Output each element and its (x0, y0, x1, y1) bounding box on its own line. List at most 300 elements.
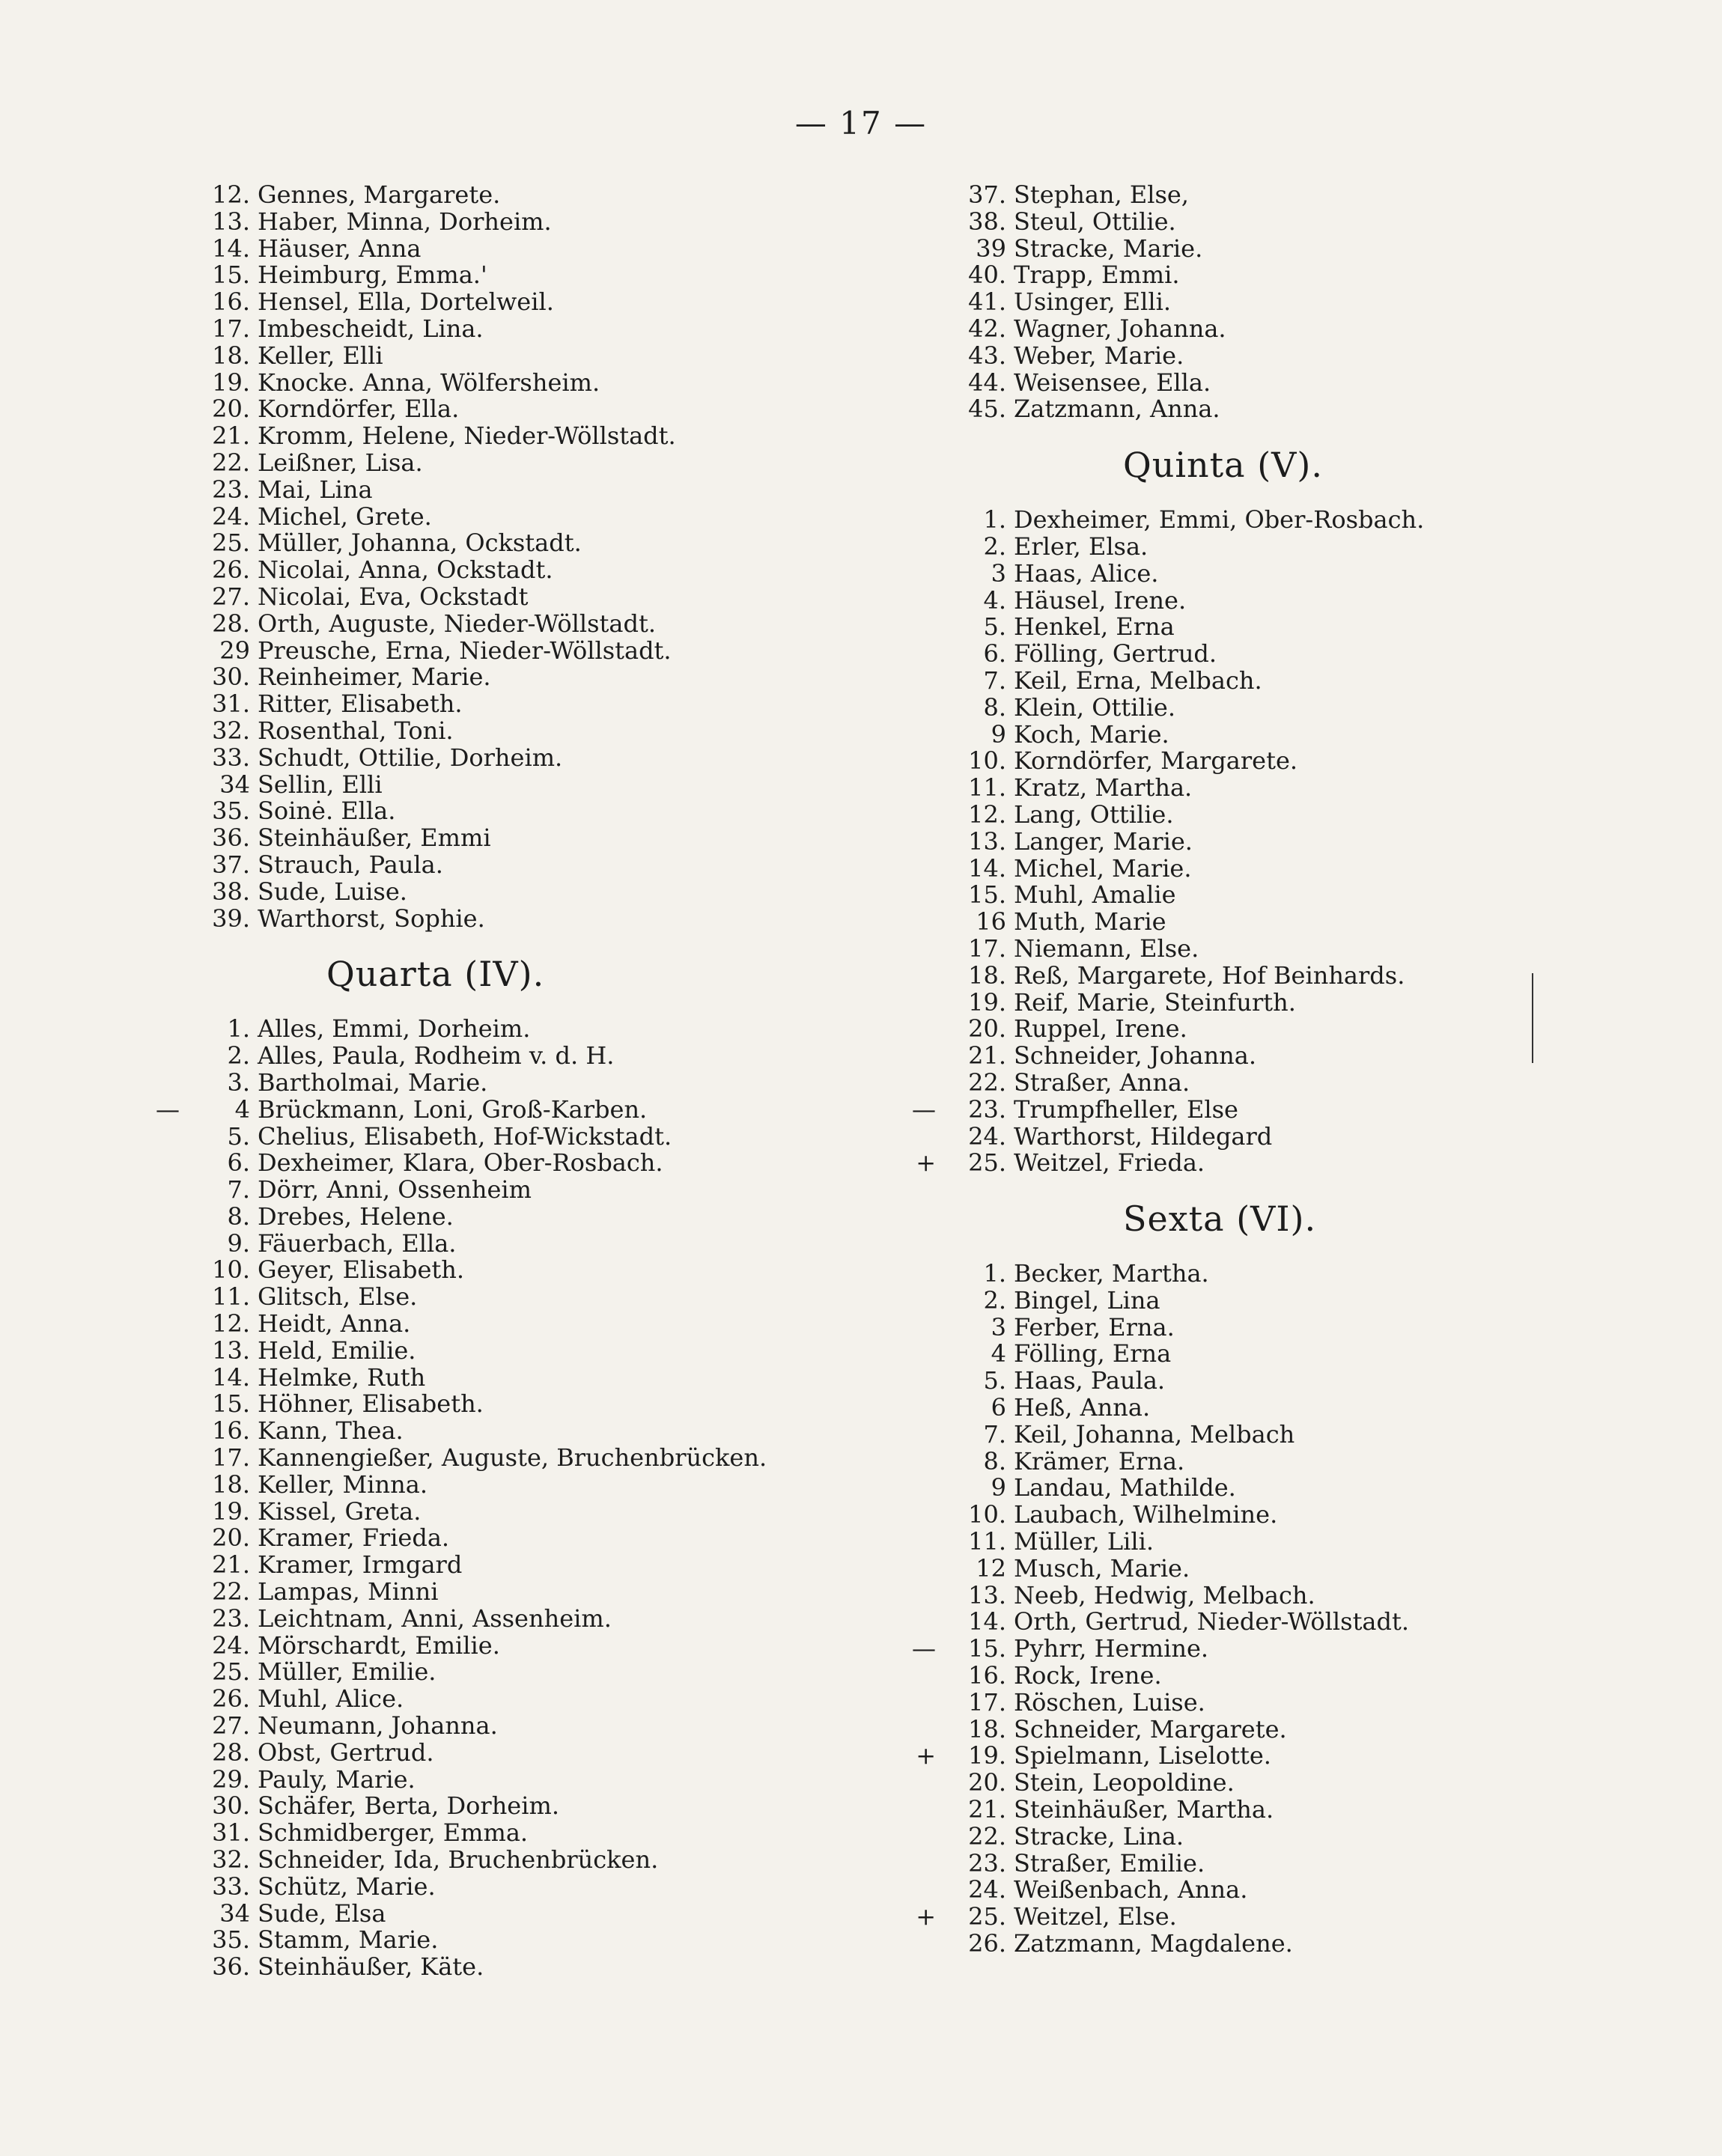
list-item (150, 798, 883, 825)
entry-number: 6 (991, 1393, 1006, 1422)
list-item (906, 1529, 1655, 1556)
entry-name: Schäfer, Berta, Dorheim. (258, 1791, 559, 1821)
entry-name: Langer, Marie. (1014, 826, 1193, 856)
entry-number: 23. (212, 475, 250, 504)
entry-number: 27. (212, 582, 250, 611)
entry-name: Heimburg, Emma.' (258, 261, 487, 290)
entry-name: Dörr, Anni, Ossenheim (258, 1175, 532, 1205)
list-item (906, 936, 1655, 963)
entry-number: 28. (212, 609, 250, 638)
entry-name: Warthorst, Sophie. (258, 904, 485, 933)
entry-name: Leichtnam, Anni, Assenheim. (258, 1604, 612, 1633)
entry-name: Stamm, Marie. (258, 1925, 439, 1955)
entry-name: Heß, Anna. (1014, 1393, 1151, 1422)
list-item (150, 1874, 883, 1901)
entry-number: 23. (968, 1848, 1006, 1878)
list-item (150, 1094, 883, 1124)
list-item (150, 530, 883, 557)
list-item (150, 343, 883, 370)
entry-name: Haas, Paula. (1014, 1366, 1166, 1395)
entry-name: Michel, Marie. (1014, 853, 1192, 883)
list-item (906, 209, 1655, 236)
list-item (150, 1496, 883, 1526)
list-item (906, 1553, 1655, 1583)
list-item (906, 802, 1655, 829)
list-item (150, 450, 883, 477)
entry-name: Schneider, Johanna. (1014, 1041, 1257, 1071)
entry-name: Ruppel, Irene. (1014, 1014, 1187, 1044)
entry-number: 4. (983, 585, 1006, 615)
entry-number: 19. (212, 1496, 250, 1526)
list-item (906, 1502, 1655, 1529)
entry-number: 40. (968, 261, 1006, 290)
entry-name: Imbescheidt, Lina. (258, 314, 484, 343)
list-item (906, 1016, 1655, 1043)
entry-name: Reß, Margarete, Hof Beinhards. (1014, 960, 1405, 990)
list-item (906, 987, 1655, 1017)
entry-number: 3 (991, 1312, 1006, 1342)
entry-name: Sellin, Elli (258, 770, 383, 799)
entry-name: Steinhäußer, Käte. (258, 1952, 484, 1982)
list-item (150, 772, 883, 799)
entry-name: Becker, Martha. (1014, 1259, 1209, 1288)
entry-mark: + (916, 1902, 936, 1931)
entry-number: 34 (219, 1898, 250, 1928)
list-item (906, 1446, 1655, 1476)
entry-number: 15. (968, 1634, 1006, 1663)
entry-mark: + (916, 1148, 936, 1178)
entry-name: Glitsch, Else. (258, 1282, 418, 1312)
entry-number: 21. (968, 1795, 1006, 1824)
entry-number: 29. (212, 1764, 250, 1794)
list-item (150, 1847, 883, 1874)
entry-name: Laubach, Wilhelmine. (1014, 1500, 1278, 1529)
list-item (906, 748, 1655, 775)
list-item (906, 316, 1655, 343)
entry-number: 10. (212, 1255, 250, 1285)
entry-name: Geyer, Elisabeth. (258, 1255, 465, 1285)
entry-name: Keller, Elli (258, 341, 383, 370)
list-item (906, 668, 1655, 695)
left-column (150, 182, 883, 1981)
entry-name: Zatzmann, Magdalene. (1014, 1929, 1293, 1958)
entry-number: 11. (968, 773, 1006, 803)
list-item (150, 1793, 883, 1820)
entry-number: 23. (212, 1604, 250, 1633)
list-item (150, 1579, 883, 1606)
entry-name: Schneider, Ida, Bruchenbrücken. (258, 1845, 659, 1875)
list-item (150, 1257, 883, 1284)
list-item (906, 507, 1655, 534)
list-item (150, 1418, 883, 1445)
entry-number: 12 (976, 1553, 1006, 1583)
entry-name: Niemann, Else. (1014, 934, 1199, 963)
list-item (906, 1043, 1655, 1070)
list-item (906, 1475, 1655, 1502)
entry-number: 1. (983, 1259, 1006, 1288)
entry-number: 26. (212, 1684, 250, 1714)
list-item (150, 182, 883, 209)
list-item (150, 209, 883, 236)
list-item (906, 1150, 1655, 1177)
list-item (906, 1687, 1655, 1717)
entry-name: Höhner, Elisabeth. (258, 1389, 484, 1419)
entry-number: 22. (212, 448, 250, 477)
list-item (150, 1016, 883, 1043)
right-column (906, 182, 1655, 1958)
list-item (150, 1686, 883, 1713)
entry-name: Kannengießer, Auguste, Bruchenbrücken. (258, 1443, 767, 1473)
entry-name: Muhl, Alice. (258, 1684, 404, 1714)
entry-name: Strauch, Paula. (258, 850, 443, 879)
entry-mark: — (912, 1634, 936, 1663)
list-item (150, 316, 883, 343)
entry-number: 34 (219, 770, 250, 799)
list-item (906, 370, 1655, 397)
list-item (150, 1177, 883, 1204)
entry-number: 15. (212, 1389, 250, 1419)
entry-number: 25. (212, 1657, 250, 1687)
list-item (150, 289, 883, 316)
list-item (906, 1261, 1655, 1288)
list-item (906, 1070, 1655, 1097)
entry-name: Nicolai, Eva, Ockstadt (258, 582, 529, 611)
entry-name: Steinhäußer, Emmi (258, 823, 491, 853)
entry-number: 1. (983, 505, 1006, 535)
entry-mark: + (916, 1741, 936, 1770)
entry-name: Alles, Paula, Rodheim v. d. H. (258, 1041, 615, 1071)
list-item (906, 182, 1655, 209)
entry-name: Orth, Gertrud, Nieder-Wöllstadt. (1014, 1607, 1410, 1636)
list-item (906, 558, 1655, 588)
entry-number: 11. (212, 1282, 250, 1312)
list-item (150, 1927, 883, 1954)
entry-number: 42. (968, 314, 1006, 343)
entry-number: 8. (983, 692, 1006, 722)
entry-name: Straßer, Anna. (1014, 1068, 1190, 1097)
student-list-continued-right (906, 182, 1655, 423)
list-item (150, 638, 883, 665)
entry-number: 36. (212, 1952, 250, 1982)
entry-name: Keller, Minna. (258, 1470, 428, 1499)
entry-name: Trapp, Emmi. (1014, 261, 1180, 290)
entry-name: Krämer, Erna. (1014, 1446, 1185, 1476)
list-item (150, 1764, 883, 1794)
list-item (906, 236, 1655, 263)
entry-name: Henkel, Erna (1014, 612, 1175, 642)
entry-name: Steul, Ottilie. (1014, 207, 1176, 236)
entry-number: 17. (212, 1443, 250, 1473)
entry-number: 24. (212, 502, 250, 531)
entry-number: 20. (212, 1523, 250, 1553)
list-item (150, 1338, 883, 1365)
entry-name: Dexheimer, Klara, Ober-Rosbach. (258, 1148, 663, 1178)
list-item (150, 1070, 883, 1097)
entry-name: Drebes, Helene. (258, 1202, 454, 1231)
list-item (150, 584, 883, 611)
entry-number: 9 (991, 719, 1006, 749)
list-item (906, 719, 1655, 749)
entry-name: Schmidberger, Emma. (258, 1818, 529, 1848)
entry-name: Dexheimer, Emmi, Ober-Rosbach. (1014, 505, 1425, 535)
list-item (906, 909, 1655, 936)
list-item (906, 1848, 1655, 1878)
list-item (906, 343, 1655, 370)
entry-name: Wagner, Johanna. (1014, 314, 1226, 343)
list-item (150, 745, 883, 772)
list-item (906, 396, 1655, 423)
entry-number: 17. (212, 314, 250, 343)
entry-number: 20. (968, 1014, 1006, 1044)
entry-name: Häuser, Anna (258, 234, 422, 263)
list-item (150, 396, 883, 423)
entry-number: 18. (968, 1714, 1006, 1744)
entry-name: Müller, Lili. (1014, 1527, 1154, 1556)
list-item (150, 879, 883, 906)
entry-number: 22. (968, 1068, 1006, 1097)
entry-number: 37. (212, 850, 250, 879)
list-item (906, 1395, 1655, 1422)
entry-number: 38. (968, 207, 1006, 236)
list-item (906, 1904, 1655, 1931)
entry-number: 4 (234, 1094, 250, 1124)
entry-number: 26. (212, 555, 250, 585)
entry-name: Chelius, Elisabeth, Hof-Wickstadt. (258, 1121, 672, 1151)
entry-number: 35. (212, 797, 250, 826)
entry-name: Gennes, Margarete. (258, 180, 501, 209)
list-item (906, 585, 1655, 615)
list-item (150, 1525, 883, 1552)
entry-name: Preusche, Erna, Nieder-Wöllstadt. (258, 636, 672, 665)
entry-name: Keil, Erna, Melbach. (1014, 666, 1262, 695)
entry-number: 7. (983, 1419, 1006, 1449)
entry-name: Rock, Irene. (1014, 1661, 1162, 1690)
entry-name: Schneider, Margarete. (1014, 1714, 1287, 1744)
entry-number: 25. (968, 1902, 1006, 1931)
entry-name: Weisensee, Ella. (1014, 368, 1211, 397)
entry-name: Leißner, Lisa. (258, 448, 423, 477)
entry-name: Spielmann, Liselotte. (1014, 1741, 1271, 1770)
entry-number: 24. (968, 1121, 1006, 1151)
list-item (906, 692, 1655, 722)
entry-number: 19. (968, 1741, 1006, 1770)
entry-name: Stracke, Marie. (1014, 234, 1203, 263)
list-item (150, 906, 883, 933)
list-item (150, 1284, 883, 1311)
list-item (906, 1285, 1655, 1315)
entry-number: 39. (212, 904, 250, 933)
entry-number: 2. (227, 1041, 250, 1071)
entry-number: 36. (212, 823, 250, 853)
entry-number: 23. (968, 1094, 1006, 1124)
entry-number: 37. (968, 180, 1006, 209)
list-item (150, 691, 883, 718)
list-item (150, 1150, 883, 1177)
entry-number: 43. (968, 341, 1006, 370)
list-item (150, 1552, 883, 1579)
list-item (906, 1663, 1655, 1690)
entry-number: 26. (968, 1929, 1006, 1958)
entry-number: 19. (968, 987, 1006, 1017)
list-item (150, 664, 883, 691)
list-item (906, 882, 1655, 909)
entry-name: Haas, Alice. (1014, 558, 1159, 588)
sexta-heading: Sexta (VI). (1123, 1199, 1317, 1240)
entry-number: 17. (968, 1687, 1006, 1717)
entry-number: 5. (983, 612, 1006, 642)
entry-number: 15. (212, 261, 250, 290)
entry-name: Kramer, Irmgard (258, 1550, 463, 1580)
entry-name: Landau, Mathilde. (1014, 1473, 1236, 1502)
entry-name: Müller, Johanna, Ockstadt. (258, 529, 582, 558)
entry-name: Rosenthal, Toni. (258, 716, 454, 745)
entry-name: Korndörfer, Margarete. (1014, 746, 1298, 776)
entry-number: 18. (212, 1470, 250, 1499)
list-item (906, 1341, 1655, 1368)
entry-name: Stephan, Else, (1014, 180, 1189, 209)
list-item (906, 775, 1655, 802)
entry-number: 6. (227, 1148, 250, 1178)
list-item (150, 370, 883, 397)
entry-name: Knocke. Anna, Wölfersheim. (258, 368, 600, 397)
entry-number: 16. (212, 287, 250, 317)
list-item (906, 1743, 1655, 1770)
entry-name: Lang, Ottilie. (1014, 800, 1174, 829)
list-item (906, 262, 1655, 289)
list-item (150, 1659, 883, 1686)
entry-number: 28. (212, 1738, 250, 1767)
entry-name: Alles, Emmi, Dorheim. (258, 1014, 531, 1044)
sexta-list (906, 1261, 1655, 1958)
entry-number: 13. (212, 1336, 250, 1365)
entry-name: Warthorst, Hildegard (1014, 1121, 1273, 1151)
entry-name: Weitzel, Else. (1014, 1902, 1177, 1931)
entry-number: 16. (212, 1416, 250, 1446)
entry-name: Sude, Elsa (258, 1898, 386, 1928)
entry-name: Sude, Luise. (258, 877, 407, 906)
list-item (150, 1362, 883, 1392)
list-item (150, 1204, 883, 1231)
list-item (150, 236, 883, 263)
list-item (906, 1419, 1655, 1449)
entry-name: Stracke, Lina. (1014, 1821, 1184, 1851)
entry-name: Helmke, Ruth (258, 1362, 426, 1392)
list-item (906, 1609, 1655, 1636)
entry-name: Müller, Emilie. (258, 1657, 436, 1687)
list-item (906, 1877, 1655, 1904)
entry-number: 7. (227, 1175, 250, 1205)
entry-number: 9. (227, 1228, 250, 1258)
list-item (150, 1713, 883, 1740)
entry-name: Mörschardt, Emilie. (258, 1630, 500, 1660)
entry-name: Keil, Johanna, Melbach (1014, 1419, 1295, 1449)
entry-number: 30. (212, 663, 250, 692)
entry-name: Erler, Elsa. (1014, 532, 1148, 561)
entry-name: Muth, Marie (1014, 907, 1166, 937)
student-list-continued (150, 182, 883, 932)
list-item (906, 826, 1655, 856)
entry-number: 35. (212, 1925, 250, 1955)
list-item (150, 262, 883, 289)
entry-name: Ferber, Erna. (1014, 1312, 1175, 1342)
quarta-heading: Quarta (IV). (326, 954, 545, 995)
entry-number: 20. (968, 1768, 1006, 1797)
list-item (150, 1472, 883, 1499)
entry-name: Schudt, Ottilie, Dorheim. (258, 743, 563, 772)
entry-name: Kromm, Helene, Nieder-Wöllstadt. (258, 421, 676, 451)
entry-name: Straßer, Emilie. (1014, 1848, 1205, 1878)
list-item (906, 641, 1655, 668)
list-item (150, 1311, 883, 1338)
entry-name: Orth, Auguste, Nieder-Wöllstadt. (258, 609, 656, 638)
entry-name: Kann, Thea. (258, 1416, 404, 1446)
entry-number: 11. (968, 1527, 1006, 1556)
entry-number: 22. (968, 1821, 1006, 1851)
entry-name: Bingel, Lina (1014, 1285, 1160, 1315)
entry-name: Steinhäußer, Martha. (1014, 1795, 1274, 1824)
entry-name: Neumann, Johanna. (258, 1711, 498, 1741)
entry-number: 25. (968, 1148, 1006, 1178)
entry-name: Fäuerbach, Ella. (258, 1228, 457, 1258)
entry-name: Musch, Marie. (1014, 1553, 1190, 1583)
entry-name: Trumpfheller, Else (1014, 1094, 1238, 1124)
entry-number: 38. (212, 877, 250, 906)
list-item (906, 960, 1655, 990)
entry-mark: — (156, 1094, 180, 1124)
entry-number: 21. (212, 421, 250, 451)
entry-number: 17. (968, 934, 1006, 963)
entry-name: Brückmann, Loni, Groß-Karben. (258, 1094, 648, 1124)
entry-name: Fölling, Erna (1014, 1339, 1172, 1368)
list-item (150, 1445, 883, 1472)
entry-name: Röschen, Luise. (1014, 1687, 1205, 1717)
entry-number: 44. (968, 368, 1006, 397)
page-number: — 17 — (794, 105, 928, 141)
entry-name: Kissel, Greta. (258, 1496, 422, 1526)
list-item (906, 1312, 1655, 1342)
list-item (150, 557, 883, 584)
list-item (150, 477, 883, 504)
entry-name: Michel, Grete. (258, 502, 432, 531)
list-item (150, 1954, 883, 1981)
entry-number: 22. (212, 1577, 250, 1607)
entry-mark: — (912, 1094, 936, 1124)
list-item (906, 1094, 1655, 1124)
entry-number: 13. (968, 1580, 1006, 1610)
entry-number: 20. (212, 395, 250, 424)
entry-name: Häusel, Irene. (1014, 585, 1187, 615)
entry-name: Ritter, Elisabeth. (258, 689, 463, 719)
entry-number: 41. (968, 287, 1006, 317)
entry-name: Pyhrr, Hermine. (1014, 1634, 1209, 1663)
entry-number: 13. (968, 826, 1006, 856)
entry-name: Fölling, Gertrud. (1014, 639, 1217, 669)
entry-number: 32. (212, 716, 250, 745)
entry-number: 31. (212, 689, 250, 719)
list-item (906, 289, 1655, 316)
entry-name: Haber, Minna, Dorheim. (258, 207, 552, 236)
entry-number: 13. (212, 207, 250, 236)
entry-number: 3. (227, 1068, 250, 1097)
entry-name: Heidt, Anna. (258, 1309, 411, 1339)
entry-number: 8. (983, 1446, 1006, 1476)
list-item (150, 1043, 883, 1070)
entry-number: 15. (968, 880, 1006, 910)
entry-number: 12. (968, 800, 1006, 829)
entry-name: Usinger, Elli. (1014, 287, 1172, 317)
entry-name: Klein, Ottilie. (1014, 692, 1176, 722)
entry-number: 19. (212, 368, 250, 397)
